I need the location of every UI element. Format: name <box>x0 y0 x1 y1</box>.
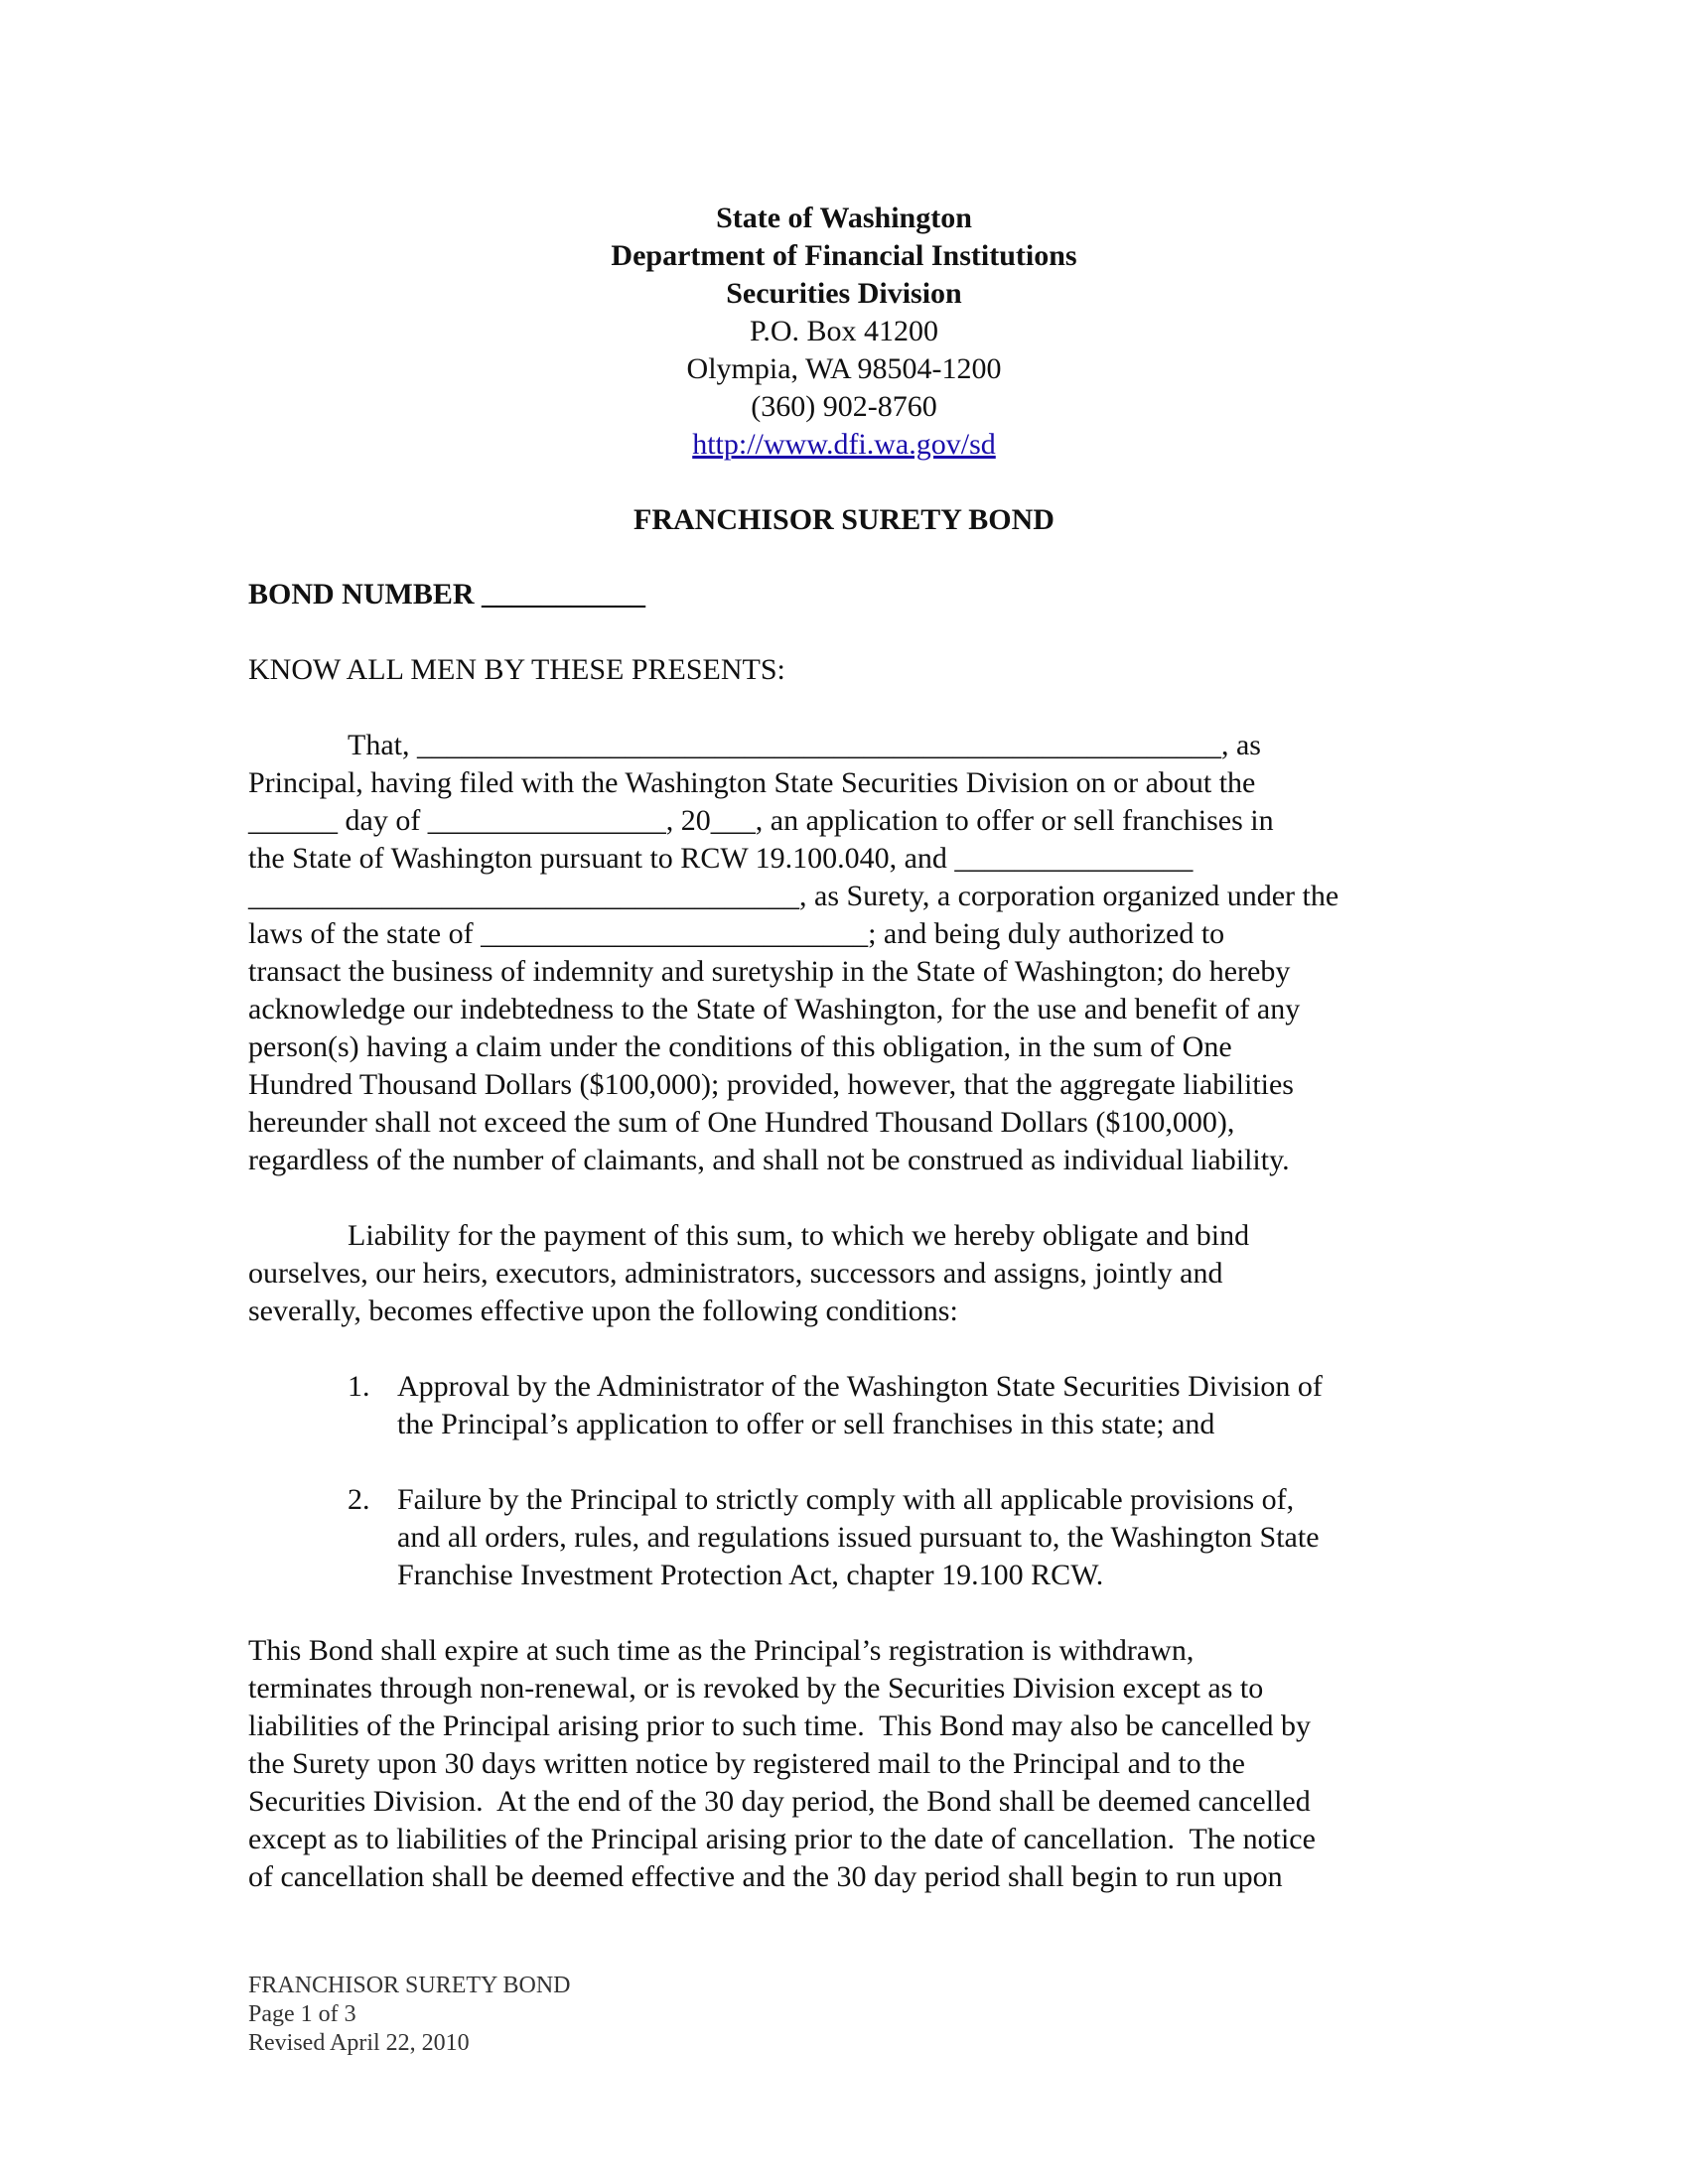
paragraph-line: acknowledge our indebtedness to the State of Washington, for the use and benefit of any <box>248 993 1301 1025</box>
header-state: State of Washington <box>716 202 972 234</box>
paragraph-line: regardless of the number of claimants, and shall not be construed as individual liability. <box>248 1144 1290 1176</box>
paragraph-line: transact the business of indemnity and suretyship in the State of Washington; do hereby <box>248 955 1291 988</box>
paragraph-line: Liability for the payment of this sum, to which we hereby obligate and bind <box>348 1219 1250 1252</box>
condition-line: the Principal’s application to offer or sell franchises in this state; and <box>397 1408 1215 1440</box>
header-url-row <box>0 426 1688 464</box>
header-division: Securities Division <box>726 277 962 310</box>
footer-title: FRANCHISOR SURETY BOND <box>248 1973 571 1998</box>
header-po-box: P.O. Box 41200 <box>749 315 939 347</box>
paragraph-line: _____________________________________, as Surety, a corporation organized under the <box>248 880 1339 912</box>
paragraph-line: severally, becomes effective upon the following conditions: <box>248 1295 958 1327</box>
paragraph-line: the State of Washington pursuant to RCW 19.100.040, and ________________ <box>248 842 1194 875</box>
paragraph-line: of cancellation shall be deemed effective and the 30 day period shall begin to run upon <box>248 1860 1283 1893</box>
paragraph-line: This Bond shall expire at such time as the Principal’s registration is withdrawn, <box>248 1634 1195 1667</box>
condition-line: Franchise Investment Protection Act, chapter 19.100 RCW. <box>397 1559 1104 1591</box>
document-title: FRANCHISOR SURETY BOND <box>633 503 1055 536</box>
footer-page-number: Page 1 of 3 <box>248 2001 356 2027</box>
condition-number: 2. <box>348 1483 370 1516</box>
header-department: Department of Financial Institutions <box>611 239 1077 272</box>
paragraph-line: except as to liabilities of the Principal arising prior to the date of cancellation. The notice <box>248 1823 1316 1855</box>
paragraph-line: terminates through non-renewal, or is revoked by the Securities Division except as to <box>248 1672 1264 1705</box>
header-city: Olympia, WA 98504-1200 <box>686 352 1002 385</box>
header-url-link[interactable]: http://www.dfi.wa.gov/sd <box>692 428 996 461</box>
paragraph-line: Securities Division. At the end of the 30 day period, the Bond shall be deemed cancelled <box>248 1785 1311 1818</box>
paragraph-line: Principal, having filed with the Washington State Securities Division on or about the <box>248 766 1256 799</box>
paragraph-line: ______ day of ________________, 20___, an application to offer or sell franchises in <box>248 804 1274 837</box>
bond-number-field: BOND NUMBER ___________ <box>248 578 646 611</box>
paragraph-line: person(s) having a claim under the conditions of this obligation, in the sum of One <box>248 1030 1232 1063</box>
paragraph-line: hereunder shall not exceed the sum of One Hundred Thousand Dollars ($100,000), <box>248 1106 1235 1139</box>
paragraph-line: That, ______________________________________________________, as <box>348 729 1261 761</box>
paragraph-line: laws of the state of __________________________; and being duly authorized to <box>248 917 1225 950</box>
condition-line: Failure by the Principal to strictly comply with all applicable provisions of, <box>397 1483 1295 1516</box>
footer-revised-date: Revised April 22, 2010 <box>248 2030 470 2056</box>
condition-line: Approval by the Administrator of the Washington State Securities Division of <box>397 1370 1323 1403</box>
paragraph-line: Hundred Thousand Dollars ($100,000); provided, however, that the aggregate liabilities <box>248 1068 1294 1101</box>
condition-line: and all orders, rules, and regulations issued pursuant to, the Washington State <box>397 1521 1320 1554</box>
know-all-heading: KNOW ALL MEN BY THESE PRESENTS: <box>248 653 785 686</box>
paragraph-line: liabilities of the Principal arising prior to such time. This Bond may also be cancelled by <box>248 1709 1312 1742</box>
header-phone: (360) 902-8760 <box>751 390 937 423</box>
condition-number: 1. <box>348 1370 370 1403</box>
paragraph-line: ourselves, our heirs, executors, administrators, successors and assigns, jointly and <box>248 1257 1223 1290</box>
paragraph-line: the Surety upon 30 days written notice by registered mail to the Principal and to the <box>248 1747 1245 1780</box>
